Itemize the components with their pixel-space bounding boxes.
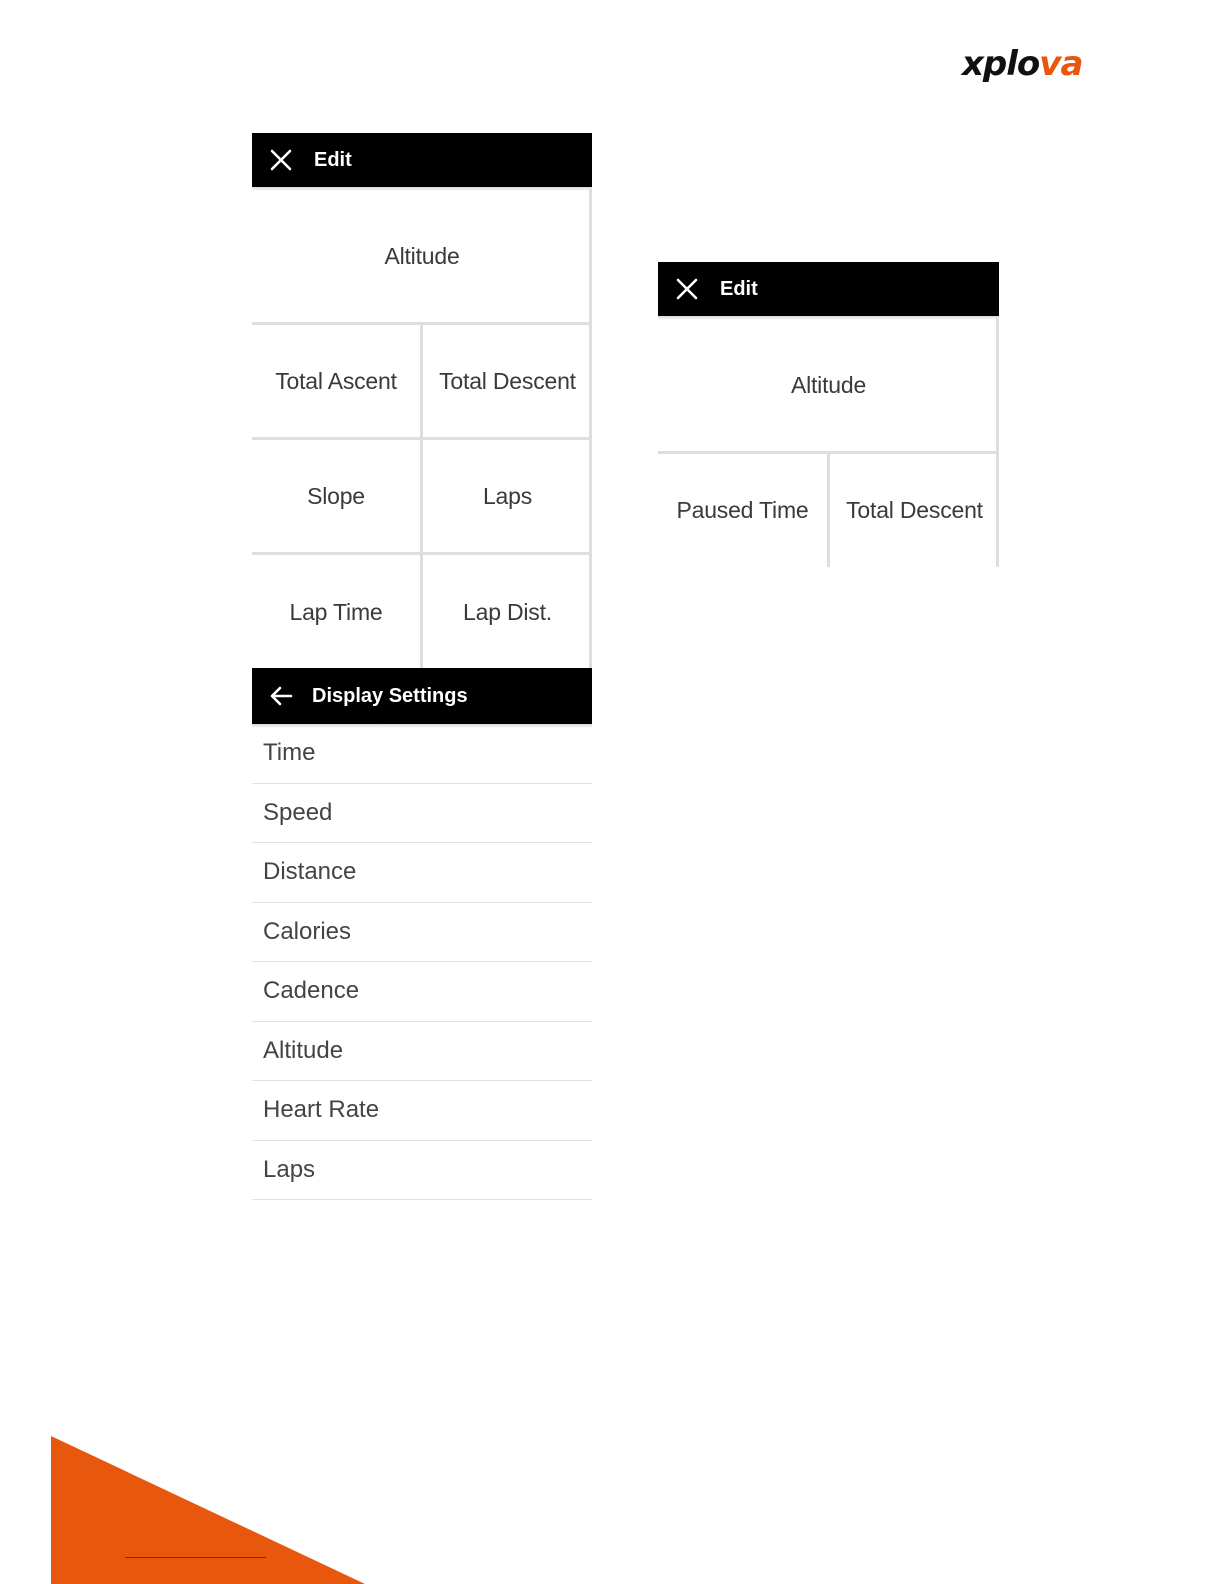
settings-item-time[interactable]: Time <box>252 724 592 784</box>
data-field-altitude[interactable]: Altitude <box>384 242 460 269</box>
data-field-lap-dist[interactable]: Lap Dist. <box>463 598 552 625</box>
data-field-total-ascent[interactable]: Total Ascent <box>275 368 397 394</box>
footer-underline <box>125 1557 266 1558</box>
settings-item-heart-rate[interactable]: Heart Rate <box>252 1081 592 1141</box>
logo-text-accent: va <box>1039 44 1083 84</box>
display-settings-title: Display Settings <box>312 684 468 707</box>
data-field-total-descent[interactable]: Total Descent <box>439 368 576 394</box>
settings-item-speed[interactable]: Speed <box>252 784 592 844</box>
data-field-altitude[interactable]: Altitude <box>790 371 867 398</box>
data-field-slope[interactable]: Slope <box>307 483 365 509</box>
settings-item-calories[interactable]: Calories <box>252 903 592 963</box>
data-field-total-descent[interactable]: Total Descent <box>846 497 983 523</box>
settings-item-cadence[interactable]: Cadence <box>252 962 592 1022</box>
data-field-laps[interactable]: Laps <box>482 483 533 509</box>
edit-title: Edit <box>720 277 758 300</box>
settings-item-distance[interactable]: Distance <box>252 843 592 903</box>
data-field-paused-time[interactable]: Paused Time <box>676 497 809 523</box>
data-field-lap-time[interactable]: Lap Time <box>289 598 383 625</box>
logo-text-main: xplo <box>962 44 1040 84</box>
settings-item-altitude[interactable]: Altitude <box>252 1022 592 1082</box>
edit-title: Edit <box>314 148 352 171</box>
settings-item-laps[interactable]: Laps <box>252 1141 592 1201</box>
